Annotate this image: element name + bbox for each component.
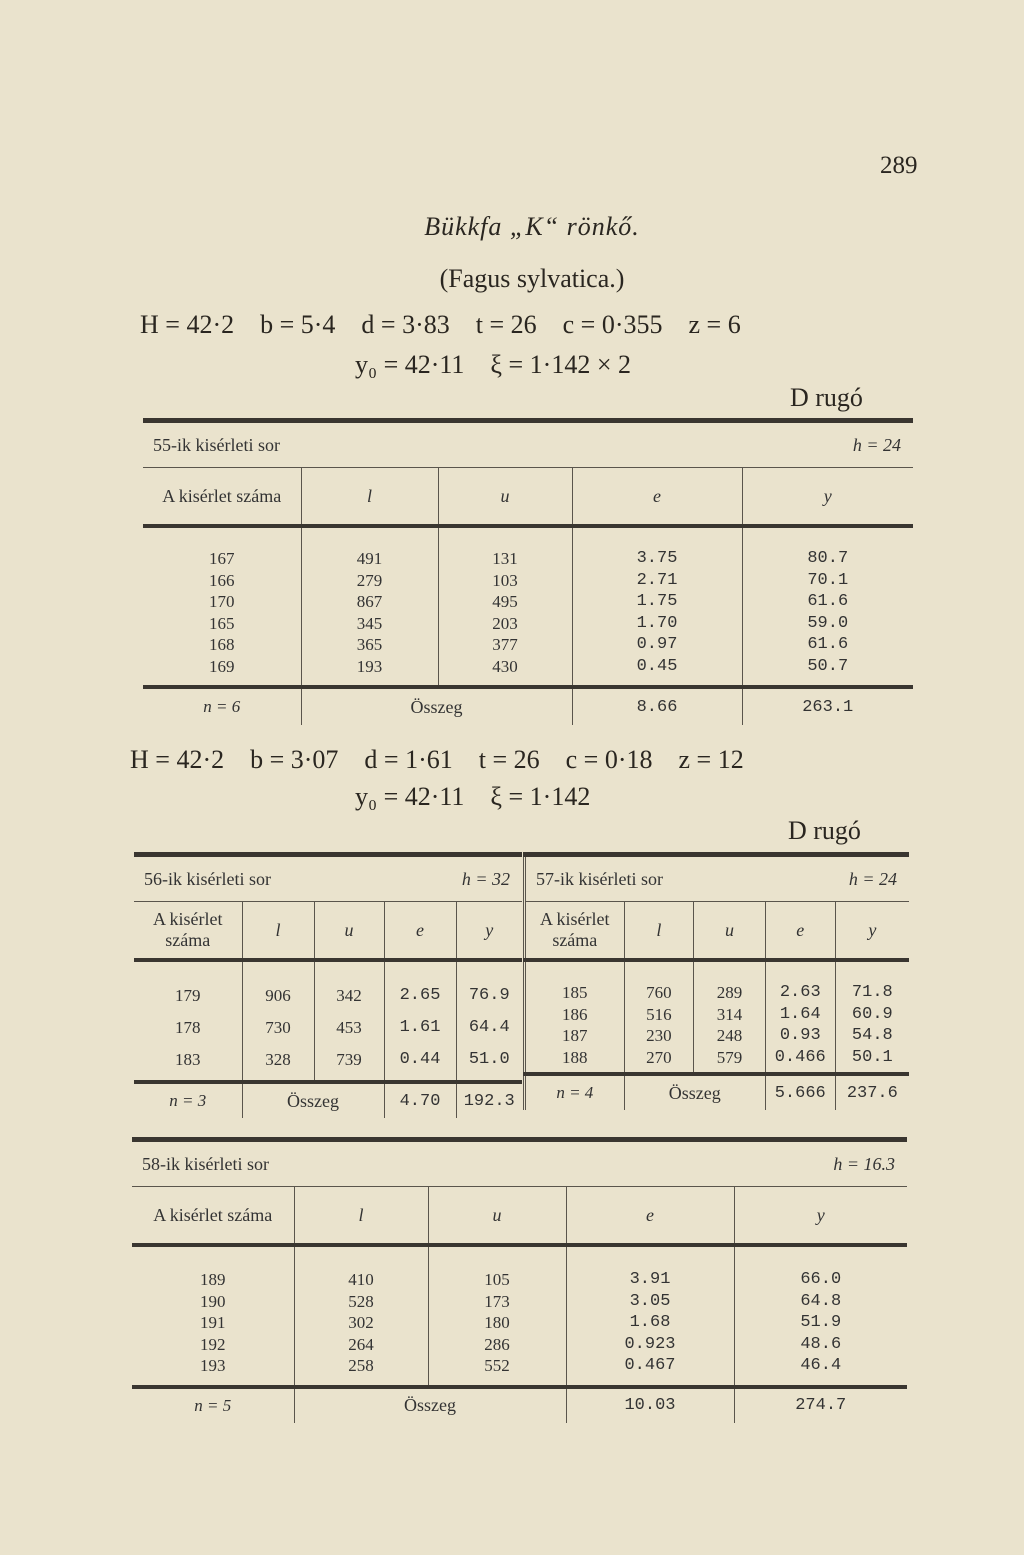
table-cell: 739 (336, 1050, 362, 1069)
table-cell: 60.9 (851, 1004, 893, 1024)
table-cell: 1.70 (636, 613, 678, 633)
table-cell: 1.61 (399, 1018, 441, 1037)
table-cell: 76.9 (468, 986, 510, 1005)
column-y (742, 526, 913, 687)
table-cell: 410 (348, 1270, 374, 1289)
table-cell: 70.1 (807, 570, 849, 590)
footer-sum-label: Összeg (301, 687, 572, 725)
table-cell: 248 (716, 1026, 743, 1045)
col-header-number: A kisérlet száma (143, 468, 301, 527)
col-header-e: e (566, 1187, 734, 1246)
table-cell: 2.63 (779, 983, 821, 1002)
table-cell: 169 (209, 656, 235, 676)
table-series-55 (143, 418, 913, 725)
footer-y-sum: 192.3 (463, 1091, 515, 1111)
table-cell: 178 (175, 1018, 201, 1037)
series-h: h = 32 (461, 868, 510, 889)
table-cell: 453 (336, 1018, 362, 1037)
table-cell: 2.65 (399, 986, 441, 1005)
table-cell: 192 (200, 1334, 226, 1354)
col-header-e: e (572, 468, 742, 527)
table-cell: 185 (562, 983, 588, 1002)
column-number (525, 960, 625, 1074)
table-cell: 179 (175, 986, 201, 1005)
table-cell: 0.467 (624, 1356, 676, 1375)
col-header-e: e (765, 902, 835, 961)
col-header-y: y (868, 919, 877, 940)
column-l (242, 960, 314, 1082)
footer-n: n = 6 (143, 687, 301, 725)
footer-sum-label: Összeg (242, 1082, 384, 1118)
table-cell: 579 (716, 1047, 743, 1067)
table-series-58 (132, 1137, 907, 1423)
col-header-l: l (294, 1187, 428, 1246)
table-cell: 170 (209, 592, 235, 611)
table-cell: 66.0 (800, 1270, 842, 1289)
table-cell: 906 (265, 986, 291, 1005)
table-series-56 (134, 852, 522, 1118)
table-cell: 64.8 (800, 1291, 842, 1311)
table-cell: 279 (356, 570, 383, 590)
table-cell: 193 (200, 1356, 226, 1375)
footer-n: n = 5 (132, 1387, 294, 1423)
col-header-y: y (823, 485, 832, 506)
table-cell: 264 (348, 1334, 374, 1354)
col-header-y: y (485, 919, 494, 940)
column-e (572, 526, 742, 687)
table-cell: 203 (492, 613, 518, 633)
table-cell: 61.6 (807, 592, 849, 611)
table-cell: 0.44 (399, 1050, 441, 1069)
table-cell: 54.8 (851, 1026, 893, 1045)
table-cell: 1.64 (779, 1004, 821, 1024)
col-header-e: e (384, 902, 456, 961)
table-cell: 188 (562, 1047, 588, 1067)
column-y (734, 1245, 907, 1387)
spring-label: D rugó (790, 383, 863, 412)
table-cell: 528 (348, 1291, 374, 1311)
table-cell: 48.6 (800, 1334, 842, 1354)
col-header-number: A kisérlet száma (134, 902, 242, 961)
table-cell: 0.466 (774, 1047, 826, 1067)
table-cell: 495 (492, 592, 518, 611)
series-h: h = 24 (852, 434, 901, 455)
table-cell: 173 (484, 1291, 510, 1311)
table-cell: 342 (336, 986, 362, 1005)
series-title: 56-ik kisérleti sor (144, 868, 271, 889)
table-cell: 3.91 (629, 1270, 671, 1289)
table-cell: 0.93 (779, 1026, 821, 1045)
table-cell: 183 (175, 1050, 201, 1069)
table-cell: 345 (356, 613, 383, 633)
series-title: 55-ik kisérleti sor (153, 434, 280, 455)
table-cell: 286 (484, 1334, 510, 1354)
table-cell: 760 (646, 983, 672, 1002)
table-cell: 730 (265, 1018, 291, 1037)
col-header-number: A kisérlet száma (525, 902, 625, 961)
table-cell: 2.71 (636, 570, 678, 590)
series-title: 58-ik kisérleti sor (142, 1153, 269, 1174)
footer-e-sum: 5.666 (765, 1074, 835, 1110)
table-cell: 71.8 (851, 983, 893, 1002)
series-h: h = 16.3 (833, 1153, 895, 1174)
table-cell: 1.68 (629, 1313, 671, 1332)
col-header-number: A kisérlet száma (132, 1187, 294, 1246)
footer-y-sum: 237.6 (846, 1083, 898, 1103)
table-cell: 46.4 (800, 1356, 842, 1375)
column-u (428, 1245, 566, 1387)
footer-e-sum: 8.66 (572, 687, 742, 725)
table-cell: 3.75 (636, 549, 678, 568)
table-cell: 105 (484, 1270, 510, 1289)
footer-e-sum: 10.03 (566, 1387, 734, 1423)
table-cell: 328 (265, 1050, 291, 1069)
params-line-1: H = 42·2 b = 5·4 d = 3·83 t = 26 c = 0·355 z = 6 (140, 310, 741, 339)
column-u (438, 526, 572, 687)
table-cell: 51.0 (468, 1050, 510, 1069)
table-cell: 289 (716, 983, 743, 1002)
table-cell: 867 (356, 592, 383, 611)
column-number (132, 1245, 294, 1387)
table-cell: 1.75 (636, 592, 678, 611)
column-u (694, 960, 766, 1074)
table-cell: 64.4 (468, 1018, 510, 1037)
table-cell: 193 (356, 656, 383, 676)
table-cell: 0.923 (624, 1334, 676, 1354)
table-cell: 0.97 (636, 635, 678, 654)
footer-n: n = 3 (134, 1082, 242, 1118)
table-cell: 166 (209, 570, 235, 590)
table-cell: 168 (209, 635, 235, 654)
table-cell: 302 (348, 1313, 374, 1332)
column-e (566, 1245, 734, 1387)
column-l (294, 1245, 428, 1387)
page-subtitle: (Fagus sylvatica.) (439, 264, 625, 293)
params-line-1: H = 42·2 b = 3·07 d = 1·61 t = 26 c = 0·18 z = 12 (130, 745, 744, 774)
table-cell: 80.7 (807, 549, 849, 568)
col-header-u: u (428, 1187, 566, 1246)
spring-label: D rugó (788, 816, 861, 845)
footer-y-sum: 274.7 (795, 1396, 847, 1415)
column-l (624, 960, 694, 1074)
params-line-2: y₀ = 42·11 ξ = 1·142 × 2 (355, 350, 631, 379)
series-h: h = 24 (848, 868, 897, 889)
table-cell: 50.7 (807, 656, 849, 676)
footer-sum-label: Összeg (624, 1074, 765, 1110)
col-header-u: u (438, 468, 572, 527)
col-header-l: l (242, 902, 314, 961)
table-cell: 165 (209, 613, 235, 633)
table-cell: 230 (646, 1026, 672, 1045)
table-cell: 3.05 (629, 1291, 671, 1311)
table-cell: 61.6 (807, 635, 849, 654)
table-cell: 51.9 (800, 1313, 842, 1332)
params-line-2: y₀ = 42·11 ξ = 1·142 (355, 782, 591, 811)
table-series-57 (523, 852, 909, 1110)
col-header-l: l (624, 902, 694, 961)
table-cell: 187 (562, 1026, 588, 1045)
column-number (134, 960, 242, 1082)
table-cell: 0.45 (636, 656, 678, 676)
column-l (301, 526, 438, 687)
col-header-y: y (816, 1204, 825, 1225)
table-cell: 314 (716, 1004, 743, 1024)
column-y (835, 960, 909, 1074)
series-title: 57-ik kisérleti sor (536, 868, 663, 889)
table-cell: 189 (200, 1270, 226, 1289)
table-cell: 270 (646, 1047, 672, 1067)
footer-sum-label: Összeg (294, 1387, 566, 1423)
table-cell: 180 (484, 1313, 510, 1332)
table-cell: 491 (356, 549, 383, 568)
page-title: Bükkfa „K“ rönkő. (424, 212, 640, 241)
col-header-u: u (694, 902, 766, 961)
table-cell: 167 (209, 549, 235, 568)
column-e (384, 960, 456, 1082)
footer-y-sum: 263.1 (802, 697, 854, 717)
col-header-l: l (301, 468, 438, 527)
table-cell: 552 (484, 1356, 510, 1375)
table-cell: 516 (646, 1004, 672, 1024)
column-y (456, 960, 522, 1082)
table-cell: 186 (562, 1004, 588, 1024)
table-cell: 190 (200, 1291, 226, 1311)
table-cell: 59.0 (807, 613, 849, 633)
col-header-u: u (314, 902, 384, 961)
column-u (314, 960, 384, 1082)
footer-e-sum: 4.70 (384, 1082, 456, 1118)
footer-n: n = 4 (525, 1074, 625, 1110)
column-e (765, 960, 835, 1074)
table-cell: 103 (492, 570, 518, 590)
table-cell: 191 (200, 1313, 226, 1332)
column-number (143, 526, 301, 687)
table-cell: 50.1 (851, 1047, 893, 1067)
table-cell: 377 (492, 635, 518, 654)
table-cell: 365 (356, 635, 383, 654)
table-cell: 258 (348, 1356, 374, 1375)
table-cell: 430 (492, 656, 518, 676)
table-cell: 131 (492, 549, 518, 568)
page-number: 289 (880, 152, 918, 179)
